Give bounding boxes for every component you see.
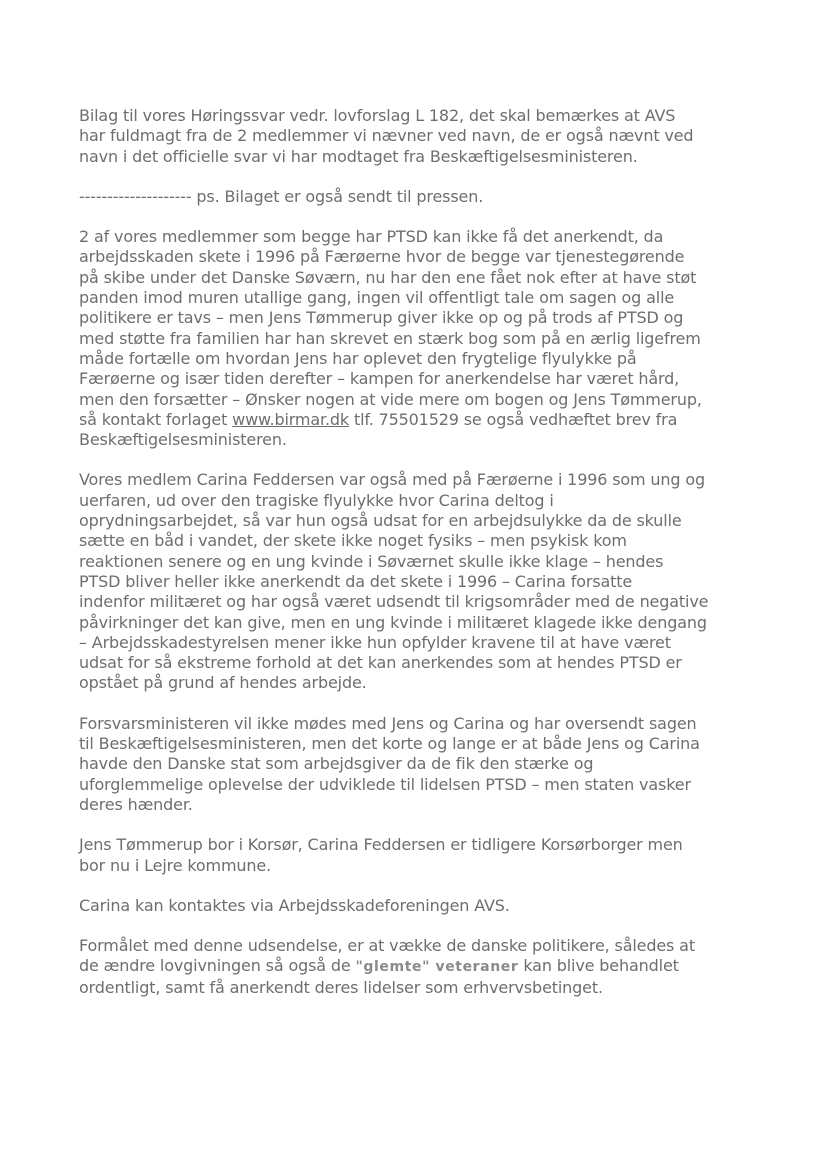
purpose-paragraph [79,936,749,998]
publisher-link[interactable]: www.birmar.dk [232,409,350,429]
residence-line: Jens Tømmerup bor i Korsør, Carina Feddersen er tidligere Korsørborger men [79,835,683,855]
minister-line: uforglemmelige oplevelse der udviklede til lidelsen PTSD – men staten vasker [79,774,691,794]
intro-line: navn i det officielle svar vi har modtaget fra Beskæftigelsesministeren. [79,146,638,166]
purpose-line [79,956,749,977]
jens-line: 2 af vores medlemmer som begge har PTSD kan ikke få det anerkendt, da [79,227,664,247]
jens-line: arbejdsskaden skete i 1996 på Færøerne hvor de begge var tjenestegørende [79,247,685,267]
carina-line: – Arbejdsskadestyrelsen mener ikke hun opfylder kravene til at have været [79,632,671,652]
jens-line: politikere er tavs – men Jens Tømmerup giver ikke op og på trods af PTSD og [79,308,684,328]
jens-line: Færøerne og især tiden derefter – kampen for anerkendelse har været hård, [79,369,680,389]
intro-paragraph [79,106,749,167]
contact-paragraph [79,896,749,916]
jens-line: panden imod muren utallige gang, ingen vil offentligt tale om sagen og alle [79,288,675,308]
jens-contact-line [79,410,749,430]
jens-line: med støtte fra familien har han skrevet en stærk bog som på en ærlig ligefrem [79,328,701,348]
residence-line: bor nu i Lejre kommune. [79,855,272,875]
carina-line: reaktionen senere og en ung kvinde i Søværnet skulle ikke klage – hendes [79,551,664,571]
purpose-line: Formålet med denne udsendelse, er at vække de danske politikere, således at [79,936,695,956]
carina-paragraph [79,470,749,693]
carina-line: opstået på grund af hendes arbejde. [79,673,367,693]
carina-line: uerfaren, ud over den tragiske flyulykke hvor Carina deltog i [79,490,554,510]
minister-line: havde den Danske stat som arbejdsgiver da de fik den stærke og [79,754,594,774]
carina-line: udsat for så ekstreme forhold at det kan anerkendes som at hendes PTSD er [79,653,682,673]
minister-line: til Beskæftigelsesministeren, men det korte og lange er at både Jens og Carina [79,734,700,754]
minister-line: Forsvarsministeren vil ikke mødes med Jens og Carina og har oversendt sagen [79,713,697,733]
jens-line: på skibe under det Danske Søværn, nu har den ene fået nok efter at have støt [79,267,697,287]
intro-line: Bilag til vores Høringssvar vedr. lovforslag L 182, det skal bemærkes at AVS [79,106,676,125]
ps-note [79,187,749,207]
contact-line: Carina kan kontaktes via Arbejdsskadeforeningen AVS. [79,895,510,915]
contact-prefix: så kontakt forlaget [79,409,233,429]
jens-paragraph [79,227,749,450]
carina-line: oprydningsarbejdet, så var hun også udsat for en arbejdsulykke da de skulle [79,511,682,531]
forgotten-veterans-emphasis: "glemte" veteraner [355,959,519,976]
contact-suffix: tlf. 75501529 se også vedhæftet brev fra [349,409,678,429]
jens-line: Beskæftigelsesministeren. [79,430,287,450]
ps-line: -------------------- ps. Bilaget er også sendt til pressen. [79,186,484,206]
document-body [79,106,749,1018]
residence-paragraph [79,835,749,876]
intro-line: har fuldmagt fra de 2 medlemmer vi nævner ved navn, de er også nævnt ved [79,126,694,146]
jens-line: men den forsætter – Ønsker nogen at vide mere om bogen og Jens Tømmerup, [79,389,702,409]
carina-line: sætte en båd i vandet, der skete ikke noget fysiks – men psykisk kom [79,531,627,551]
purpose-suffix: kan blive behandlet [518,956,679,976]
carina-line: påvirkninger det kan give, men en ung kvinde i militæret klagede ikke dengang [79,612,707,632]
purpose-prefix: de ændre lovgivningen så også de [79,956,356,976]
carina-line: PTSD bliver heller ikke anerkendt da det skete i 1996 – Carina forsatte [79,571,633,591]
carina-line: indenfor militæret og har også været udsendt til krigsområder med de negative [79,592,709,612]
purpose-line: ordentligt, samt få anerkendt deres lidelser som erhvervsbetinget. [79,977,603,997]
carina-line: Vores medlem Carina Feddersen var også med på Færøerne i 1996 som ung og [79,470,705,490]
minister-paragraph [79,714,749,815]
jens-line: måde fortælle om hvordan Jens har oplevet den frygtelige flyulykke på [79,348,637,368]
minister-line: deres hænder. [79,794,193,814]
